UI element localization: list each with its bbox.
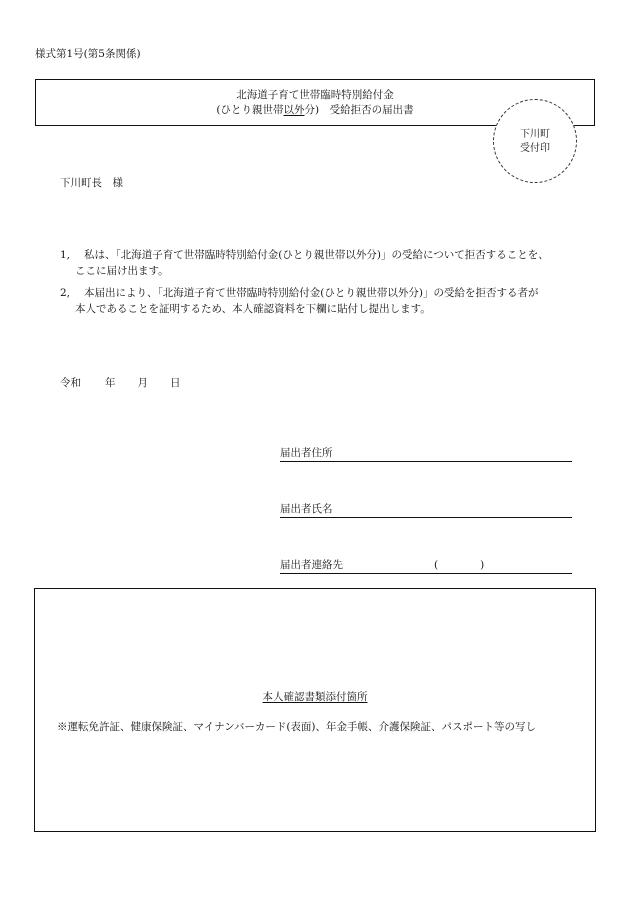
item-line-1: 私は、「北海道子育て世帯臨時特別給付金(ひとり親世帯以外分)」の受給について拒否することを、 [84, 249, 549, 261]
attachment-note: ※運転免許証、健康保険証、マイナンバーカード(表面)、年金手帳、介護保険証、パスポート等の写し [57, 721, 537, 733]
stamp-line-2: 受付印 [520, 143, 550, 154]
applicant-address-label: 届出者住所 [280, 447, 333, 459]
title-line-2-prefix: (ひとり親世帯 [216, 104, 284, 116]
title-line-2-suffix: 分) 受給拒否の届出書 [304, 104, 414, 116]
item-line-2: ここに届け出ます。 [75, 265, 169, 277]
applicant-name-label: 届出者氏名 [280, 503, 333, 515]
item-line-2: 本人であることを証明するため、本人確認資料を下欄に貼付し提出します。 [75, 303, 431, 315]
item-number: 2, [60, 287, 71, 299]
item-number: 1, [60, 249, 71, 261]
reception-stamp-area [493, 99, 577, 183]
date-era: 令和 [60, 377, 81, 389]
stamp-line-1: 下川町 [520, 129, 550, 140]
title-line-1: 北海道子育て世帯臨時特別給付金 [236, 89, 394, 101]
applicant-contact-label: 届出者連絡先 [280, 559, 343, 571]
applicant-address-field[interactable] [280, 445, 572, 462]
date-year: 年 [105, 377, 116, 389]
applicant-contact-field[interactable] [280, 557, 572, 574]
addressee: 下川町長 様 [60, 177, 123, 189]
date-line [60, 375, 181, 390]
attachment-title: 本人確認書類添付箇所 [262, 691, 368, 703]
date-month: 月 [137, 377, 148, 389]
date-day: 日 [170, 377, 181, 389]
applicant-name-field[interactable] [280, 501, 572, 518]
form-number: 様式第1号(第5条関係) [35, 48, 141, 60]
id-document-attachment-box [34, 588, 596, 832]
contact-parentheses: ( ) [434, 559, 485, 571]
title-line-2-underlined: 以外 [283, 104, 305, 116]
item-line-1: 本届出により、「北海道子育て世帯臨時特別給付金(ひとり親世帯以外分)」の受給を拒否する者が [84, 287, 539, 299]
